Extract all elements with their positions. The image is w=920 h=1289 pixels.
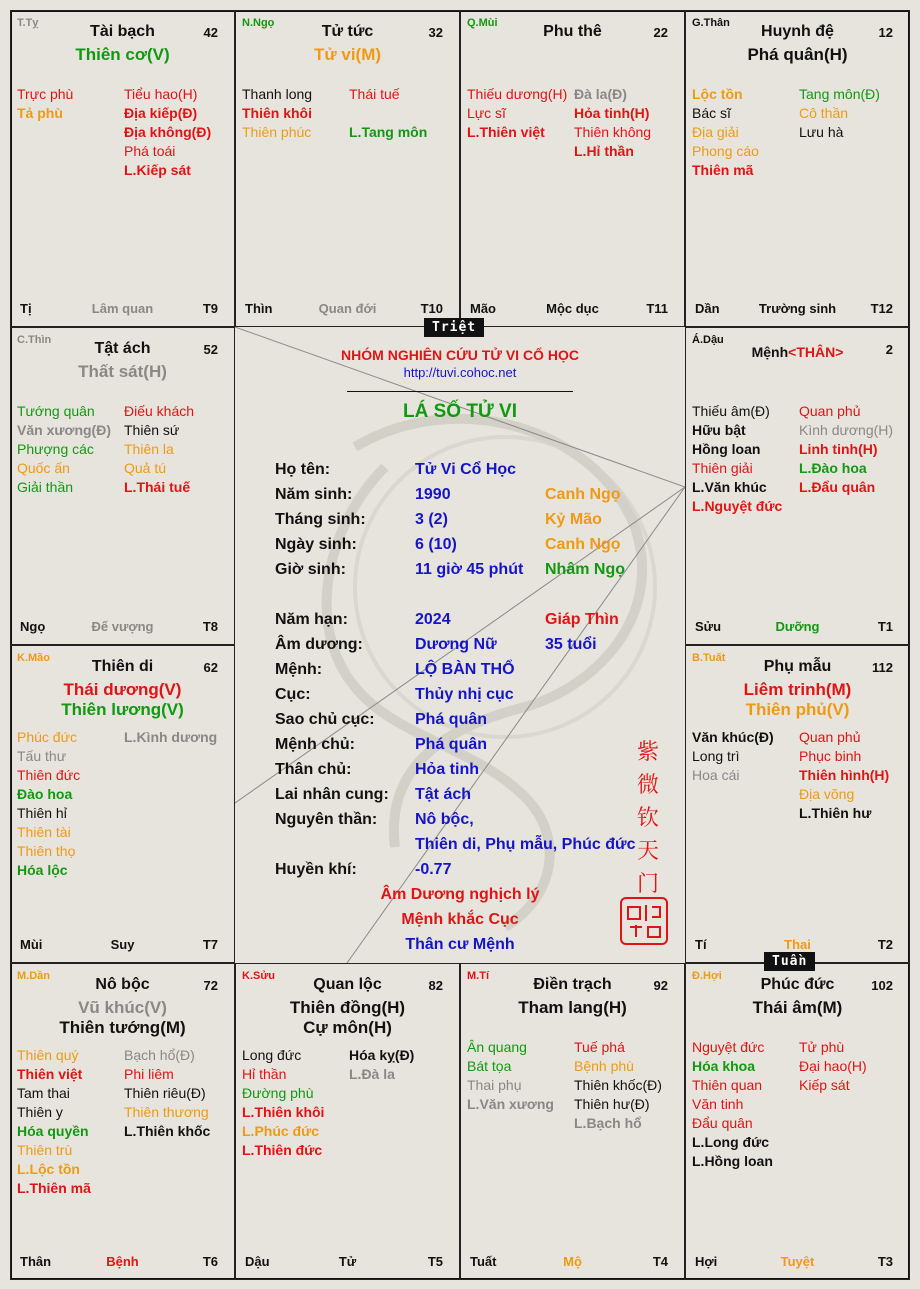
minor-star: Tấu thư: [17, 748, 67, 764]
palace-branch: Tí: [695, 937, 707, 952]
minor-star: Tử phù: [799, 1039, 845, 1055]
minor-star: L.Tang môn: [349, 124, 428, 140]
palace-stem: K.Sửu: [242, 970, 276, 982]
minor-star: Thiên tài: [17, 824, 71, 840]
info-label: Nguyên thần:: [275, 811, 378, 828]
minor-star: Phá toái: [124, 143, 176, 159]
tuan-marker: Tuần: [764, 952, 815, 971]
stars-right: [124, 402, 194, 497]
palace-branch: Mùi: [20, 937, 43, 952]
palace-branch: Tị: [20, 301, 32, 316]
term-number: T12: [870, 301, 893, 316]
major-star: Liêm trinh(M): [743, 680, 852, 699]
minor-star: Thiên y: [17, 1104, 63, 1120]
minor-star: Văn tinh: [692, 1096, 744, 1112]
major-star: Thiên cơ(V): [75, 45, 170, 64]
minor-star: L.Thiên việt: [467, 124, 545, 140]
info-value-secondary: Giáp Thìn: [545, 611, 619, 628]
palace-name: [686, 344, 909, 360]
minor-star: Thiên phúc: [242, 124, 312, 140]
info-label: Năm hạn:: [275, 611, 348, 628]
palace-name-text: Tài bạch: [90, 23, 155, 40]
palace-name: [11, 658, 234, 676]
info-value: 11 giờ 45 phút: [415, 561, 524, 578]
info-value: LỘ BÀN THỔ: [415, 661, 515, 678]
minor-star: L.Đẩu quân: [799, 479, 876, 495]
minor-star: Hóa kỵ(Đ): [349, 1047, 415, 1063]
minor-star: Linh tinh(H): [799, 441, 878, 457]
minor-star: Địa không(Đ): [124, 124, 212, 140]
seal-character: 钦: [636, 806, 659, 831]
minor-star: Địa kiếp(Đ): [124, 105, 198, 121]
seal-character: 天: [636, 839, 659, 864]
minor-star: Phục binh: [799, 748, 862, 764]
term-number: T9: [202, 301, 218, 316]
minor-star: L.Long đức: [692, 1134, 770, 1150]
minor-star: Tuế phá: [574, 1039, 625, 1055]
minor-star: Thiên riêu(Đ): [124, 1085, 206, 1101]
minor-star: Thiên hình(H): [799, 767, 890, 783]
info-label: Giờ sinh:: [275, 561, 346, 578]
minor-star: Thanh long: [242, 86, 313, 102]
stars-left: [692, 402, 782, 516]
center-info-panel: [235, 327, 685, 963]
palace-t8: [10, 327, 235, 645]
stars-right: [799, 85, 880, 142]
minor-star: Quốc ấn: [17, 460, 70, 476]
minor-star: Địa giải: [692, 124, 739, 140]
minor-star: L.Thiên hư: [799, 805, 872, 821]
minor-star: Phong cáo: [692, 143, 759, 159]
life-cycle: Trường sinh: [758, 301, 837, 316]
palace-stem: N.Ngọ: [242, 17, 275, 29]
info-value: Nô bộc,: [415, 811, 474, 828]
palace-stem: C.Thìn: [17, 334, 52, 346]
stars-right: [799, 1038, 867, 1095]
minor-star: Đẩu quân: [692, 1115, 753, 1131]
minor-star: Tang môn(Đ): [799, 86, 880, 102]
minor-star: Văn xương(Đ): [17, 422, 111, 438]
minor-star: Đào hoa: [17, 786, 73, 802]
stars-left: [242, 85, 312, 142]
palace-branch: Thìn: [245, 301, 273, 316]
minor-star: Hỏa tinh(H): [574, 105, 650, 121]
info-label: Tháng sinh:: [275, 511, 366, 528]
info-value-secondary: Canh Ngọ: [545, 536, 621, 553]
minor-star: Giải thần: [17, 479, 74, 495]
major-star: Thiên tướng(M): [59, 1018, 186, 1037]
palace-t9: [10, 10, 235, 327]
minor-star: Tướng quân: [17, 403, 95, 419]
palace-branch: Ngọ: [20, 619, 46, 634]
summary-note: Mệnh khắc Cục: [401, 911, 519, 928]
minor-star: Hữu bật: [692, 422, 746, 438]
palace-age: 102: [871, 978, 893, 993]
palace-stem: M.Tí: [467, 970, 489, 982]
info-label: Cục:: [275, 686, 311, 703]
minor-star: Thiếu âm(Đ): [692, 403, 770, 419]
minor-star: Cô thần: [799, 105, 849, 121]
minor-star: L.Đào hoa: [799, 460, 867, 476]
major-star: Thái âm(M): [752, 998, 843, 1017]
info-label: Mệnh chủ:: [275, 736, 355, 753]
minor-star: L.Kiếp sát: [124, 162, 191, 178]
minor-star: Thiên thọ: [17, 843, 76, 859]
minor-star: L.Thái tuế: [124, 479, 191, 495]
minor-star: Ân quang: [467, 1039, 527, 1055]
minor-star: Thiên quý: [17, 1047, 79, 1063]
palace-name-text: Quan lộc: [313, 976, 382, 993]
minor-star: Đường phù: [242, 1085, 314, 1101]
palace-age: 112: [872, 660, 893, 675]
term-number: T4: [652, 1254, 668, 1269]
major-star: Vũ khúc(V): [78, 998, 167, 1017]
info-value: Hỏa tinh: [415, 761, 479, 778]
palace-stem: Á.Dậu: [692, 334, 724, 346]
term-number: T1: [877, 619, 893, 634]
palace-name-text: Huynh đệ: [761, 23, 834, 40]
life-cycle: Suy: [110, 937, 135, 952]
major-star: Thiên phủ(V): [745, 700, 850, 719]
minor-star: Kình dương(H): [799, 422, 894, 438]
life-cycle: Tử: [338, 1254, 357, 1269]
minor-star: Thiên trù: [17, 1142, 73, 1158]
info-value: 2024: [415, 611, 451, 628]
palace-age: 2: [885, 342, 893, 357]
life-cycle: Quan đới: [318, 301, 377, 316]
term-number: T2: [877, 937, 893, 952]
seal-character: 门: [636, 872, 659, 897]
palace-branch: Thân: [20, 1254, 52, 1269]
palace-name: [236, 23, 459, 41]
palace-name: [11, 340, 234, 358]
chart-title: LÁ SỐ TỬ VI: [403, 401, 517, 422]
major-star: Tham lang(H): [518, 998, 627, 1017]
minor-star: L.Kình dương: [124, 729, 218, 745]
palace-stem: K.Mão: [17, 652, 50, 664]
palace-age: 82: [428, 978, 443, 993]
palace-branch: Dần: [695, 301, 720, 316]
info-label: Huyền khí:: [275, 861, 357, 878]
palace-stem: B.Tuất: [692, 652, 726, 664]
palace-age: 12: [878, 25, 893, 40]
minor-star: Thái tuế: [349, 86, 400, 102]
life-cycle: Dưỡng: [775, 619, 820, 634]
stars-right: [574, 1038, 662, 1133]
info-value: 1990: [415, 486, 451, 503]
info-label: Mệnh:: [275, 661, 323, 678]
stars-right: [574, 85, 651, 161]
palace-age: 92: [653, 978, 668, 993]
minor-star: Bác sĩ: [692, 105, 731, 121]
minor-star: Long trì: [692, 748, 740, 764]
group-name: NHÓM NGHIÊN CỨU TỬ VI CỔ HỌC: [341, 347, 579, 363]
palace-age: 72: [203, 978, 218, 993]
life-cycle: Mộ: [563, 1254, 582, 1269]
minor-star: L.Thiên khốc: [124, 1123, 211, 1139]
palace-stem: T.Tỵ: [17, 17, 39, 29]
minor-star: Thai phụ: [467, 1077, 522, 1093]
minor-star: Phúc đức: [17, 729, 77, 745]
term-number: T3: [877, 1254, 893, 1269]
minor-star: Bát tọa: [467, 1058, 512, 1074]
minor-star: Thiếu dương(H): [467, 86, 568, 102]
major-star: Thiên đồng(H): [289, 998, 406, 1017]
term-number: T10: [420, 301, 443, 316]
palace-name-text: Nô bộc: [95, 976, 150, 993]
minor-star: Địa võng: [799, 786, 855, 802]
minor-star: Phượng các: [17, 441, 94, 457]
stars-right: [799, 728, 889, 823]
minor-star: L.Thiên mã: [17, 1180, 91, 1196]
term-number: T6: [202, 1254, 218, 1269]
info-value: 6 (10): [415, 536, 457, 553]
info-value: Thủy nhị cục: [415, 686, 514, 703]
major-star: Phá quân(H): [747, 45, 848, 64]
palace-name-text: Mệnh: [751, 344, 789, 360]
palace-t7: [10, 645, 235, 963]
term-number: T7: [202, 937, 218, 952]
palace-t11: [460, 10, 685, 327]
minor-star: Thiên hư(Đ): [574, 1096, 650, 1112]
stars-right: [124, 1046, 210, 1141]
major-star: Thái dương(V): [63, 680, 182, 699]
palace-t6: [10, 963, 235, 1280]
palace-age: 62: [203, 660, 218, 675]
info-value: -0.77: [415, 861, 452, 878]
life-cycle: Đế vượng: [91, 619, 154, 634]
palace-name: [461, 976, 684, 994]
minor-star: Lưu hà: [799, 124, 844, 140]
info-value-secondary: Nhâm Ngọ: [545, 561, 625, 578]
palace-age: 32: [428, 25, 443, 40]
term-number: T5: [427, 1254, 443, 1269]
minor-star: Thiên mã: [692, 162, 754, 178]
stars-left: [692, 1038, 773, 1171]
minor-star: L.Thiên đức: [242, 1142, 323, 1158]
stars-left: [467, 1038, 554, 1114]
minor-star: L.Bạch hổ: [574, 1115, 642, 1131]
major-star: Tử vi(M): [313, 45, 382, 64]
minor-star: L.Văn xương: [467, 1096, 554, 1112]
stars-right: [799, 402, 893, 497]
palace-name: [461, 23, 684, 41]
palace-name: [686, 23, 909, 41]
minor-star: L.Thiên khôi: [242, 1104, 325, 1120]
stars-left: [17, 85, 73, 123]
minor-star: [349, 104, 427, 123]
minor-star: Kiếp sát: [799, 1077, 850, 1093]
palace-stem: M.Dần: [17, 970, 50, 982]
minor-star: Thiên khốc(Đ): [574, 1077, 662, 1093]
palace-name: [11, 23, 234, 41]
minor-star: Thiên sứ: [124, 422, 180, 438]
minor-star: L.Lộc tồn: [17, 1161, 80, 1177]
info-value: Dương Nữ: [415, 636, 497, 653]
palace-name: [11, 976, 234, 994]
info-value-secondary: 35 tuổi: [545, 636, 597, 653]
info-value: Thiên di, Phụ mẫu, Phúc đức: [415, 836, 636, 853]
palace-t10: [235, 10, 460, 327]
info-label: Âm dương:: [275, 636, 363, 653]
palace-t12: [685, 10, 910, 327]
minor-star: Điếu khách: [124, 403, 195, 419]
seal-square-icon: [620, 897, 668, 945]
minor-star: Tam thai: [17, 1085, 70, 1101]
than-marker: <THÂN>: [788, 344, 844, 360]
minor-star: Phi liêm: [124, 1066, 174, 1082]
major-star: Thất sát(H): [78, 362, 167, 381]
minor-star: Hồng loan: [692, 441, 761, 457]
minor-star: L.Phúc đức: [242, 1123, 320, 1139]
minor-star: Hóa khoa: [692, 1058, 756, 1074]
palace-name-text: Tử tức: [321, 23, 374, 40]
palace-branch: Mão: [470, 301, 496, 316]
life-cycle: Thai: [784, 937, 811, 952]
minor-star: Thiên giải: [692, 460, 753, 476]
palace-branch: Tuất: [470, 1254, 497, 1269]
term-number: T8: [202, 619, 218, 634]
minor-star: L.Nguyệt đức: [692, 498, 783, 514]
palace-name-text: Phụ mẫu: [763, 658, 832, 675]
minor-star: Đà la(Đ): [574, 86, 627, 102]
major-star: Cự môn(H): [303, 1018, 392, 1037]
palace-name-text: Tật ách: [94, 340, 151, 357]
palace-age: 52: [203, 342, 218, 357]
palace-name-text: Điền trạch: [533, 976, 612, 993]
info-value: Phá quân: [415, 711, 488, 728]
minor-star: Lực sĩ: [467, 105, 506, 121]
stars-left: [692, 85, 759, 180]
palace-name-text: Phu thê: [543, 23, 602, 40]
minor-star: Trực phù: [17, 86, 74, 102]
seal-character: 紫: [636, 740, 659, 765]
palace-name: [236, 976, 459, 994]
minor-star: Tả phù: [17, 105, 63, 121]
minor-star: Nguyệt đức: [692, 1039, 765, 1055]
minor-star: Thiên khôi: [242, 105, 312, 121]
minor-star: L.Hỉ thần: [574, 143, 634, 159]
palace-branch: Hợi: [695, 1254, 718, 1269]
stars-left: [17, 1046, 91, 1198]
minor-star: Quan phủ: [799, 403, 861, 419]
minor-star: Bệnh phù: [574, 1058, 634, 1074]
palace-name-text: Thiên di: [91, 658, 154, 675]
minor-star: Thiên việt: [17, 1066, 83, 1082]
minor-star: Đại hao(H): [799, 1058, 867, 1074]
palace-age: 42: [203, 25, 218, 40]
summary-note: Thân cư Mệnh: [405, 936, 515, 953]
info-value: 3 (2): [415, 511, 448, 528]
palace-t5: [235, 963, 460, 1280]
stars-left: [17, 402, 111, 497]
minor-star: Thiên thương: [124, 1104, 209, 1120]
info-value: Tử Vi Cổ Học: [415, 461, 517, 478]
minor-star: Hóa quyền: [17, 1123, 89, 1139]
info-label: Lai nhân cung:: [275, 786, 389, 803]
info-value: Phá quân: [415, 736, 488, 753]
info-value: Tật ách: [415, 786, 472, 803]
info-value-secondary: Canh Ngọ: [545, 486, 621, 503]
palace-t3: [685, 963, 910, 1280]
major-star: Thiên lương(V): [61, 700, 184, 719]
palace-stem: Đ.Hợi: [692, 970, 722, 982]
minor-star: Hỉ thần: [242, 1066, 287, 1082]
minor-star: Thiên đức: [17, 767, 81, 783]
stars-right: [124, 85, 211, 180]
palace-stem: Q.Mùi: [467, 17, 498, 29]
life-cycle: Lâm quan: [91, 301, 154, 316]
palace-branch: Sửu: [695, 619, 722, 634]
term-number: T11: [646, 301, 668, 316]
palace-t2: [685, 645, 910, 963]
minor-star: L.Hồng loan: [692, 1153, 773, 1169]
minor-star: Thiên không: [574, 124, 652, 140]
info-label: Thân chủ:: [275, 761, 352, 778]
stars-left: [17, 728, 80, 880]
palace-stem: G.Thân: [692, 17, 730, 29]
info-label: Ngày sinh:: [275, 536, 357, 553]
stars-right: [349, 85, 427, 142]
life-cycle: Tuyệt: [780, 1254, 815, 1269]
palace-t4: [460, 963, 685, 1280]
life-cycle: Bệnh: [106, 1254, 139, 1269]
minor-star: Bạch hổ(Đ): [124, 1047, 195, 1063]
minor-star: Lộc tồn: [692, 86, 743, 102]
minor-star: Quan phủ: [799, 729, 861, 745]
website-link[interactable]: http://tuvi.cohoc.net: [403, 365, 517, 380]
summary-note: Âm Dương nghịch lý: [380, 886, 540, 903]
minor-star: Hóa lộc: [17, 862, 68, 878]
palace-branch: Dậu: [245, 1254, 270, 1269]
stars-left: [692, 728, 774, 785]
life-cycle: Mộc dục: [546, 301, 599, 316]
stars-right: [124, 728, 217, 747]
seal-character: 微: [636, 773, 659, 798]
minor-star: Văn khúc(Đ): [692, 729, 774, 745]
triet-marker: Triệt: [424, 318, 484, 337]
minor-star: L.Văn khúc: [692, 479, 767, 495]
minor-star: Thiên hỉ: [17, 805, 67, 821]
stars-right: [349, 1046, 414, 1084]
info-label: Họ tên:: [275, 461, 331, 478]
info-label: Sao chủ cục:: [275, 711, 375, 728]
minor-star: Thiên la: [124, 441, 174, 457]
minor-star: Quả tú: [124, 460, 167, 476]
minor-star: Hoa cái: [692, 767, 740, 783]
stars-left: [242, 1046, 324, 1160]
minor-star: Tiểu hao(H): [124, 86, 198, 102]
minor-star: Thiên quan: [692, 1077, 763, 1093]
stars-left: [467, 85, 567, 142]
minor-star: Long đức: [242, 1047, 302, 1063]
header-divider: [347, 391, 573, 392]
info-value-secondary: Kỷ Mão: [545, 511, 602, 528]
palace-t1: [685, 327, 910, 645]
info-label: Năm sinh:: [275, 486, 353, 503]
palace-age: 22: [653, 25, 668, 40]
palace-name-text: Phúc đức: [760, 976, 835, 993]
minor-star: L.Đà la: [349, 1066, 395, 1082]
